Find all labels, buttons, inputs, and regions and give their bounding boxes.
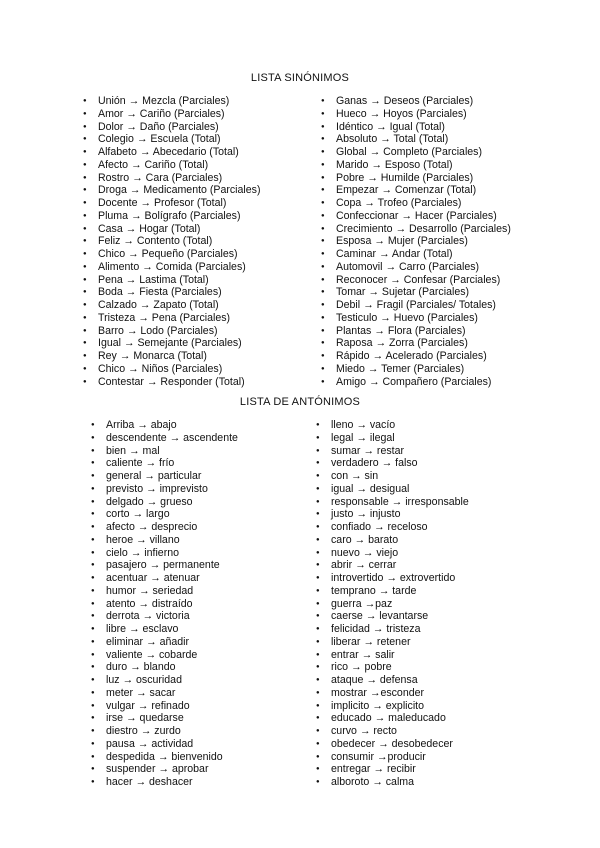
list-item: ● Afecto → Cariño (Total) bbox=[98, 159, 261, 172]
list-item: ● Ganas → Deseos (Parciales) bbox=[336, 95, 511, 108]
list-item: ● Hueco → Hoyos (Parciales) bbox=[336, 108, 511, 121]
list-item: ● Rápido → Acelerado (Parciales) bbox=[336, 350, 511, 363]
list-item: ● libre → esclavo bbox=[106, 623, 238, 636]
list-item: ● guerra →paz bbox=[331, 598, 469, 611]
list-item: ● Testiculo → Huevo (Parciales) bbox=[336, 312, 511, 325]
list-item: ● Esposa → Mujer (Parciales) bbox=[336, 235, 511, 248]
list-item: ● Contestar → Responder (Total) bbox=[98, 376, 261, 389]
list-item: ● implicito → explicito bbox=[331, 700, 469, 713]
list-item: ● meter → sacar bbox=[106, 687, 238, 700]
list-item: ● Crecimiento → Desarrollo (Parciales) bbox=[336, 223, 511, 236]
list-item: ● general → particular bbox=[106, 470, 238, 483]
list-item: ● hacer → deshacer bbox=[106, 776, 238, 789]
list-item: ● obedecer → desobedecer bbox=[331, 738, 469, 751]
list-item: ● Droga → Medicamento (Parciales) bbox=[98, 184, 261, 197]
list-item: ● Marido → Esposo (Total) bbox=[336, 159, 511, 172]
antonyms-right-list bbox=[331, 419, 469, 789]
list-item: ● diestro → zurdo bbox=[106, 725, 238, 738]
list-item: ● despedida → bienvenido bbox=[106, 751, 238, 764]
list-item: ● Colegio → Escuela (Total) bbox=[98, 133, 261, 146]
list-item: ● valiente → cobarde bbox=[106, 649, 238, 662]
list-item: ● Feliz → Contento (Total) bbox=[98, 235, 261, 248]
list-item: ● duro → blando bbox=[106, 661, 238, 674]
list-item: ● nuevo → viejo bbox=[331, 547, 469, 560]
list-item: ● irse → quedarse bbox=[106, 712, 238, 725]
list-item: ● Idéntico → Igual (Total) bbox=[336, 121, 511, 134]
list-item: ● verdadero → falso bbox=[331, 457, 469, 470]
list-item: ● sumar → restar bbox=[331, 445, 469, 458]
synonyms-right-list bbox=[336, 95, 511, 388]
synonyms-left-list bbox=[98, 95, 261, 388]
list-item: ● caro → barato bbox=[331, 534, 469, 547]
list-item: ● Alfabeto → Abecedario (Total) bbox=[98, 146, 261, 159]
list-item: ● caliente → frío bbox=[106, 457, 238, 470]
list-item: ● introvertido → extrovertido bbox=[331, 572, 469, 585]
list-item: ● Copa → Trofeo (Parciales) bbox=[336, 197, 511, 210]
list-item: ● pasajero → permanente bbox=[106, 559, 238, 572]
list-item: ● Absoluto → Total (Total) bbox=[336, 133, 511, 146]
list-item: ● entrar → salir bbox=[331, 649, 469, 662]
list-item: ● con → sin bbox=[331, 470, 469, 483]
list-item: ● Pluma → Bolígrafo (Parciales) bbox=[98, 210, 261, 223]
list-item: ● heroe → villano bbox=[106, 534, 238, 547]
list-item: ● delgado → grueso bbox=[106, 496, 238, 509]
list-item: ● ataque → defensa bbox=[331, 674, 469, 687]
list-item: ● Docente → Profesor (Total) bbox=[98, 197, 261, 210]
list-item: ● curvo → recto bbox=[331, 725, 469, 738]
list-item: ● confiado → receloso bbox=[331, 521, 469, 534]
list-item: ● corto → largo bbox=[106, 508, 238, 521]
list-item: ● abrir → cerrar bbox=[331, 559, 469, 572]
list-item: ● afecto → desprecio bbox=[106, 521, 238, 534]
list-item: ● Amor → Cariño (Parciales) bbox=[98, 108, 261, 121]
list-item: ● acentuar → atenuar bbox=[106, 572, 238, 585]
list-item: ● Pobre → Humilde (Parciales) bbox=[336, 172, 511, 185]
list-item: ● derrota → victoria bbox=[106, 610, 238, 623]
list-item: ● Rey → Monarca (Total) bbox=[98, 350, 261, 363]
list-item: ● eliminar → añadir bbox=[106, 636, 238, 649]
list-item: ● educado → maleducado bbox=[331, 712, 469, 725]
list-item: ● Tristeza → Pena (Parciales) bbox=[98, 312, 261, 325]
list-item: ● Raposa → Zorra (Parciales) bbox=[336, 337, 511, 350]
list-item: ● Confeccionar → Hacer (Parciales) bbox=[336, 210, 511, 223]
list-item: ● entregar → recibir bbox=[331, 763, 469, 776]
list-item: ● Automovil → Carro (Parciales) bbox=[336, 261, 511, 274]
list-item: ● Pena → Lastima (Total) bbox=[98, 274, 261, 287]
list-item: ● pausa → actividad bbox=[106, 738, 238, 751]
list-item: ● igual → desigual bbox=[331, 483, 469, 496]
list-item: ● Miedo → Temer (Parciales) bbox=[336, 363, 511, 376]
list-item: ● justo → injusto bbox=[331, 508, 469, 521]
list-item: ● Amigo → Compañero (Parciales) bbox=[336, 376, 511, 389]
list-item: ● cielo → infierno bbox=[106, 547, 238, 560]
list-item: ● caerse → levantarse bbox=[331, 610, 469, 623]
list-item: ● Casa → Hogar (Total) bbox=[98, 223, 261, 236]
list-item: ● mostrar →esconder bbox=[331, 687, 469, 700]
list-item: ● previsto → imprevisto bbox=[106, 483, 238, 496]
list-item: ● atento → distraído bbox=[106, 598, 238, 611]
list-item: ● consumir →producir bbox=[331, 751, 469, 764]
list-item: ● Barro → Lodo (Parciales) bbox=[98, 325, 261, 338]
list-item: ● Unión → Mezcla (Parciales) bbox=[98, 95, 261, 108]
list-item: ● Chico → Niños (Parciales) bbox=[98, 363, 261, 376]
list-item: ● Rostro → Cara (Parciales) bbox=[98, 172, 261, 185]
list-item: ● Reconocer → Confesar (Parciales) bbox=[336, 274, 511, 287]
list-item: ● vulgar → refinado bbox=[106, 700, 238, 713]
list-item: ● Debil → Fragil (Parciales/ Totales) bbox=[336, 299, 511, 312]
list-item: ● Boda → Fiesta (Parciales) bbox=[98, 286, 261, 299]
list-item: ● Dolor → Daño (Parciales) bbox=[98, 121, 261, 134]
list-item: ● temprano → tarde bbox=[331, 585, 469, 598]
list-item: ● luz → oscuridad bbox=[106, 674, 238, 687]
list-item: ● Global → Completo (Parciales) bbox=[336, 146, 511, 159]
list-item: ● responsable → irresponsable bbox=[331, 496, 469, 509]
list-item: ● liberar → retener bbox=[331, 636, 469, 649]
list-item: ● Alimento → Comida (Parciales) bbox=[98, 261, 261, 274]
list-item: ● alboroto → calma bbox=[331, 776, 469, 789]
list-item: ● Arriba → abajo bbox=[106, 419, 238, 432]
antonyms-left-list bbox=[106, 419, 238, 789]
list-item: ● Tomar → Sujetar (Parciales) bbox=[336, 286, 511, 299]
synonyms-title: LISTA SINÓNIMOS bbox=[250, 72, 350, 84]
list-item: ● Calzado → Zapato (Total) bbox=[98, 299, 261, 312]
list-item: ● legal → ilegal bbox=[331, 432, 469, 445]
list-item: ● Chico → Pequeño (Parciales) bbox=[98, 248, 261, 261]
list-item: ● bien → mal bbox=[106, 445, 238, 458]
list-item: ● Plantas → Flora (Parciales) bbox=[336, 325, 511, 338]
antonyms-title: LISTA DE ANTÓNIMOS bbox=[239, 396, 361, 408]
list-item: ● lleno → vacío bbox=[331, 419, 469, 432]
list-item: ● felicidad → tristeza bbox=[331, 623, 469, 636]
list-item: ● rico → pobre bbox=[331, 661, 469, 674]
list-item: ● humor → seriedad bbox=[106, 585, 238, 598]
list-item: ● descendente → ascendente bbox=[106, 432, 238, 445]
list-item: ● Caminar → Andar (Total) bbox=[336, 248, 511, 261]
list-item: ● Igual → Semejante (Parciales) bbox=[98, 337, 261, 350]
list-item: ● suspender → aprobar bbox=[106, 763, 238, 776]
list-item: ● Empezar → Comenzar (Total) bbox=[336, 184, 511, 197]
